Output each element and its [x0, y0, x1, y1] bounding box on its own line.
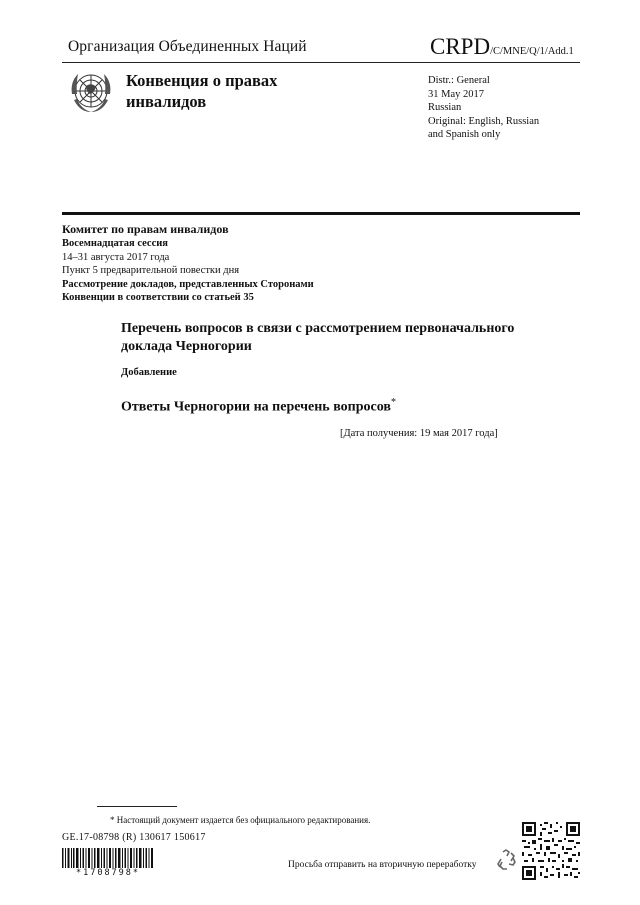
document-number: GE.17-08798 (R) 130617 150617	[62, 832, 206, 843]
document-title: Перечень вопросов в связи с рассмотрением первоначального доклада Черногории	[121, 321, 515, 354]
barcode-icon	[62, 848, 154, 868]
distr-line: and Spanish only	[428, 129, 501, 140]
section-rule	[62, 212, 580, 215]
distr-line: 31 May 2017	[428, 88, 484, 100]
organization-name: Организация Объединенных Наций	[68, 38, 307, 55]
recycle-text: Просьба отправить на вторичную переработку	[288, 860, 477, 870]
committee-block	[62, 222, 482, 305]
agenda-item: Пункт 5 предварительной повестки дня	[62, 265, 240, 277]
distr-line: Original: English, Russian	[428, 115, 540, 127]
distr-line: Russian	[428, 102, 462, 113]
document-subtitle	[121, 397, 396, 416]
addendum-label: Добавление	[121, 367, 177, 378]
agenda-title-line-1: Рассмотрение докладов, представленных Сторонами	[62, 278, 314, 290]
convention-title: Конвенция о правах инвалидов	[126, 71, 278, 111]
date-received: [Дата получения: 19 мая 2017 года]	[340, 428, 498, 439]
header-rule	[62, 62, 580, 63]
session-dates: 14–31 августа 2017 года	[62, 251, 170, 263]
footnote-text: * Настоящий документ издается без официального редактирования.	[110, 815, 371, 825]
qr-code-icon	[522, 822, 580, 880]
footnote-mark[interactable]: *	[390, 397, 396, 408]
session-name: Восемнадцатая сессия	[62, 238, 168, 249]
distr-line: Distr.: General	[428, 75, 490, 86]
distribution-block	[428, 74, 578, 142]
un-emblem-icon	[64, 66, 118, 120]
agenda-title-line-2: Конвенции в соответствии со статьей 35	[62, 292, 254, 304]
document-symbol	[430, 34, 574, 60]
committee-name: Комитет по правам инвалидов	[62, 222, 229, 236]
recycle-icon	[494, 848, 518, 872]
subtitle-text: Ответы Черногории на перечень вопросов	[121, 399, 391, 415]
barcode-number: *1708798*	[75, 868, 141, 878]
symbol-rest: /C/MNE/Q/1/Add.1	[490, 46, 574, 57]
symbol-main: CRPD	[430, 34, 491, 59]
footnote-rule	[97, 806, 177, 807]
